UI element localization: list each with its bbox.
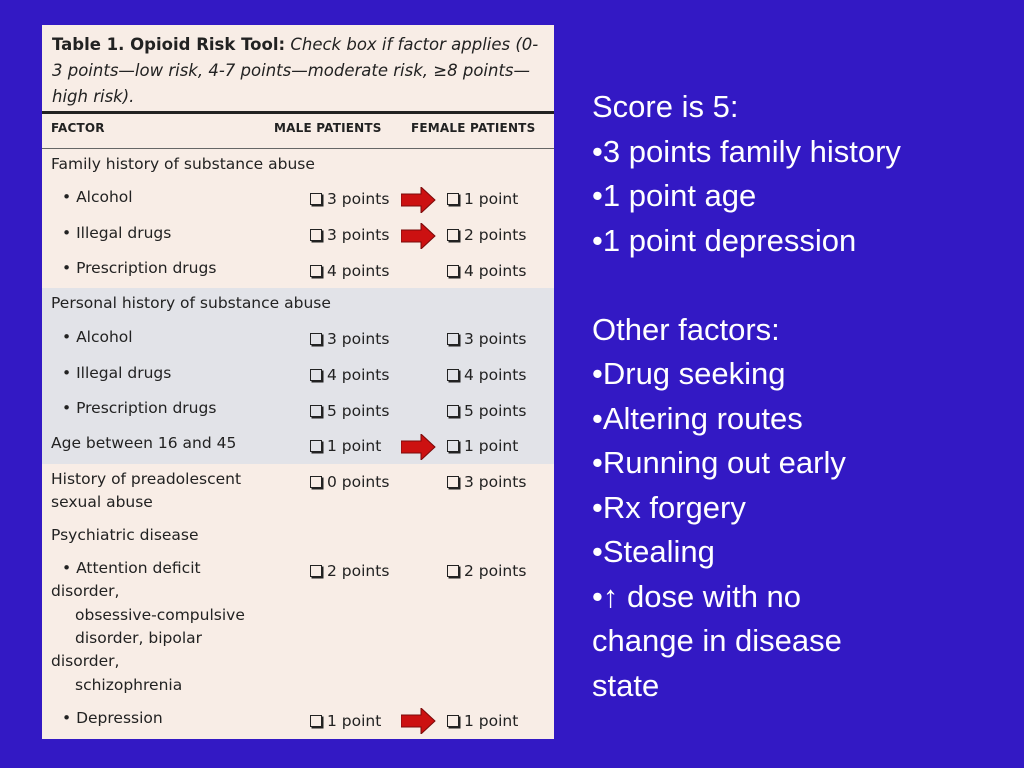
table-title-bold: Table 1. Opioid Risk Tool: [52, 35, 286, 54]
checkbox-icon[interactable] [447, 476, 459, 488]
checkbox-icon[interactable] [310, 565, 322, 577]
header-female: FEMALE PATIENTS [411, 121, 536, 135]
points-value: 4 points [464, 262, 527, 280]
family-prescription-male[interactable] [310, 260, 389, 283]
spacer [592, 263, 992, 308]
personal-prescription-female[interactable] [447, 400, 526, 423]
personal-alcohol-label: • Alcohol [62, 328, 133, 346]
points-value: 3 points [327, 330, 390, 348]
checkbox-icon[interactable] [447, 405, 459, 417]
other-factors-heading: Other factors: [592, 311, 780, 347]
points-value: 5 points [464, 402, 527, 420]
preadolescent-male[interactable] [310, 471, 389, 494]
preadolescent-label-line2: sexual abuse [51, 493, 153, 511]
score-item: •1 point depression [592, 222, 857, 258]
psych-depression-male[interactable] [310, 710, 381, 733]
side-notes [592, 85, 992, 708]
other-factor-item: •Drug seeking [592, 356, 786, 391]
checkbox-icon[interactable] [447, 440, 459, 452]
arrow-right-icon [401, 187, 437, 213]
family-prescription-label: • Prescription drugs [62, 259, 217, 277]
family-illegal-male[interactable] [310, 224, 389, 247]
checkbox-icon[interactable] [310, 265, 322, 277]
family-alcohol-label: • Alcohol [62, 188, 133, 206]
psych-add-male[interactable] [310, 560, 389, 583]
other-factor-item: •Rx forgery [592, 489, 746, 525]
family-illegal-label: • Illegal drugs [62, 224, 172, 242]
checkbox-icon[interactable] [447, 193, 459, 205]
points-value: 4 points [327, 366, 390, 384]
header-rule [42, 148, 554, 149]
checkbox-icon[interactable] [310, 405, 322, 417]
section-psychiatric: Psychiatric disease [51, 526, 199, 544]
other-factor-item: •Stealing [592, 534, 715, 569]
checkbox-icon[interactable] [447, 333, 459, 345]
personal-prescription-male[interactable] [310, 400, 389, 423]
psych-add-line4: disorder, bipolar [75, 629, 203, 647]
family-alcohol-female[interactable] [447, 188, 518, 211]
psych-depression-label: • Depression [62, 709, 163, 727]
personal-illegal-female[interactable] [447, 364, 526, 387]
family-illegal-female[interactable] [447, 224, 526, 247]
preadolescent-label-line1: History of preadolescent [51, 470, 242, 488]
points-value: 2 points [464, 226, 527, 244]
points-value: 1 point [327, 712, 382, 730]
psych-add-line3: obsessive-compulsive [75, 606, 245, 624]
family-prescription-female[interactable] [447, 260, 526, 283]
score-heading: Score is 5: [592, 89, 739, 124]
points-value: 1 point [464, 712, 519, 730]
psych-depression-female[interactable] [447, 710, 518, 733]
checkbox-icon[interactable] [447, 229, 459, 241]
checkbox-icon[interactable] [310, 333, 322, 345]
other-factor-item: •↑ dose with no change in disease state [592, 578, 842, 703]
personal-illegal-label: • Illegal drugs [62, 364, 172, 382]
checkbox-icon[interactable] [310, 369, 322, 381]
checkbox-icon[interactable] [310, 440, 322, 452]
header-male: MALE PATIENTS [274, 121, 382, 135]
checkbox-icon[interactable] [310, 193, 322, 205]
checkbox-icon[interactable] [310, 715, 322, 727]
points-value: 3 points [464, 473, 527, 491]
points-value: 2 points [327, 562, 390, 580]
checkbox-icon[interactable] [447, 715, 459, 727]
table-title [52, 32, 547, 110]
table-title-italic: Check box if factor applies (0-3 points—low risk, 4-7 points—moderate risk, ≥8 points—high risk). [52, 35, 539, 106]
personal-prescription-label: • Prescription drugs [62, 399, 217, 417]
psych-add-line6: schizophrenia [75, 676, 183, 694]
points-value: 1 point [464, 190, 519, 208]
family-alcohol-male[interactable] [310, 188, 389, 211]
age-female[interactable] [447, 435, 518, 458]
score-item: •1 point age [592, 178, 757, 213]
points-value: 5 points [327, 402, 390, 420]
points-value: 1 point [464, 437, 519, 455]
personal-alcohol-male[interactable] [310, 328, 389, 351]
personal-illegal-male[interactable] [310, 364, 389, 387]
section-personal-history: Personal history of substance abuse [51, 294, 331, 312]
personal-alcohol-female[interactable] [447, 328, 526, 351]
checkbox-icon[interactable] [310, 229, 322, 241]
points-value: 2 points [464, 562, 527, 580]
checkbox-icon[interactable] [447, 265, 459, 277]
opioid-risk-table [42, 25, 554, 739]
points-value: 4 points [327, 262, 390, 280]
checkbox-icon[interactable] [447, 565, 459, 577]
other-factor-item: •Altering routes [592, 400, 803, 436]
age-male[interactable] [310, 435, 381, 458]
psych-add-line2: disorder, [51, 582, 120, 600]
psych-add-line1: • Attention deficit [62, 559, 201, 577]
points-value: 0 points [327, 473, 390, 491]
preadolescent-female[interactable] [447, 471, 526, 494]
checkbox-icon[interactable] [310, 476, 322, 488]
checkbox-icon[interactable] [447, 369, 459, 381]
header-factor: FACTOR [51, 121, 105, 135]
section-family-history: Family history of substance abuse [51, 155, 315, 173]
score-item: •3 points family history [592, 133, 901, 169]
points-value: 3 points [327, 190, 390, 208]
arrow-right-icon [401, 708, 437, 734]
points-value: 3 points [327, 226, 390, 244]
points-value: 3 points [464, 330, 527, 348]
arrow-right-icon [401, 434, 437, 460]
points-value: 4 points [464, 366, 527, 384]
title-rule [42, 111, 554, 114]
psych-add-female[interactable] [447, 560, 526, 583]
age-label: Age between 16 and 45 [51, 434, 237, 452]
arrow-right-icon [401, 223, 437, 249]
points-value: 1 point [327, 437, 382, 455]
other-factor-item: •Running out early [592, 445, 846, 480]
psych-add-line5: disorder, [51, 652, 120, 670]
